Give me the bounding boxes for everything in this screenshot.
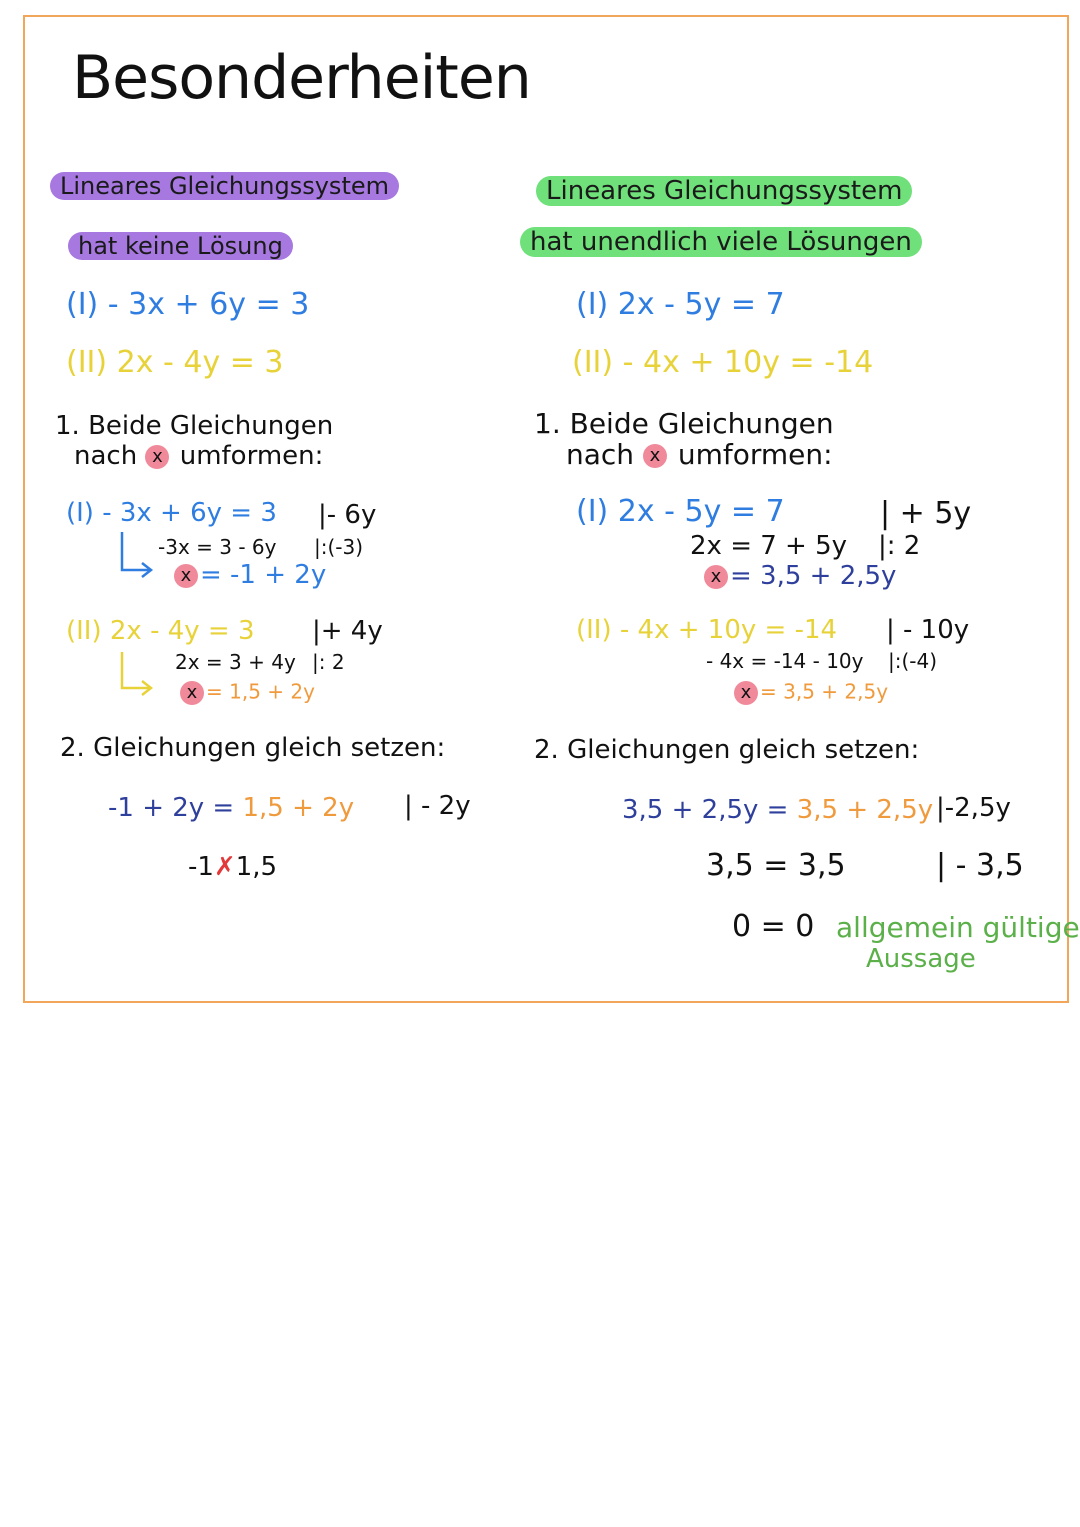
right-result-1-value: = 3,5 + 2,5y — [730, 561, 897, 591]
left-heading-line2: hat keine Lösung — [68, 232, 293, 260]
left-transform-eq1: (I) - 3x + 6y = 3 — [66, 498, 277, 528]
right-mid-op: | - 3,5 — [936, 848, 1024, 883]
left-arrow-icon-1 — [116, 530, 160, 580]
right-result-2 — [734, 681, 888, 705]
right-step1-line2 — [566, 438, 833, 471]
page-title: Besonderheiten — [72, 43, 531, 113]
x-variable-marker: x — [145, 445, 169, 469]
right-transform-op1: | + 5y — [880, 496, 972, 531]
left-result-2-value: = 1,5 + 2y — [206, 679, 315, 704]
left-heading-line1: Lineares Gleichungssystem — [50, 172, 399, 200]
x-variable-marker: x — [180, 681, 204, 705]
left-transform-op1: |- 6y — [318, 500, 377, 530]
left-transform-eq2: (II) 2x - 4y = 3 — [66, 616, 255, 646]
right-transform-mid2: - 4x = -14 - 10y — [706, 649, 864, 673]
right-equation-1: (I) 2x - 5y = 7 — [576, 287, 785, 322]
right-result-2-value: = 3,5 + 2,5y — [760, 679, 889, 704]
left-step1-pre: nach — [74, 441, 138, 471]
x-variable-marker: x — [734, 681, 758, 705]
left-result-1 — [174, 562, 326, 588]
left-transform-op1b: |:(-3) — [314, 535, 364, 559]
left-transform-op2b: |: 2 — [312, 650, 345, 674]
right-transform-op2b: |:(-4) — [888, 649, 938, 673]
left-set-equal — [108, 795, 354, 821]
right-set-right: 3,5 + 2,5y — [796, 795, 934, 825]
right-transform-op1b: |: 2 — [878, 531, 921, 561]
left-set-left: -1 + 2y = — [108, 793, 235, 823]
right-transform-mid1: 2x = 7 + 5y — [690, 531, 848, 561]
right-transform-eq2: (II) - 4x + 10y = -14 — [576, 615, 838, 645]
left-equation-2: (II) 2x - 4y = 3 — [66, 345, 284, 380]
left-arrow-icon-2 — [116, 650, 160, 700]
right-equation-2: (II) - 4x + 10y = -14 — [572, 345, 874, 380]
right-mid-eq: 3,5 = 3,5 — [706, 848, 846, 883]
right-result-1 — [704, 563, 896, 589]
left-final-left: -1 — [188, 852, 214, 882]
right-note-line2: Aussage — [866, 944, 976, 974]
left-result-1-value: = -1 + 2y — [200, 560, 327, 590]
left-set-right: 1,5 + 2y — [242, 793, 355, 823]
left-final-right: 1,5 — [235, 852, 278, 882]
x-variable-marker: x — [704, 565, 728, 589]
right-set-left: 3,5 + 2,5y = — [622, 795, 789, 825]
left-step2: 2. Gleichungen gleich setzen: — [60, 733, 446, 763]
x-variable-marker: x — [174, 564, 198, 588]
left-transform-op2: |+ 4y — [312, 616, 383, 646]
left-equation-1: (I) - 3x + 6y = 3 — [66, 287, 310, 322]
right-final: 0 = 0 — [732, 909, 815, 944]
left-step1-post: umformen: — [179, 441, 324, 471]
left-transform-mid1: -3x = 3 - 6y — [158, 535, 277, 559]
left-step1-line2 — [74, 443, 323, 469]
left-step1-line1: 1. Beide Gleichungen — [55, 411, 334, 441]
right-step1-post: umformen: — [677, 438, 833, 471]
right-set-equal — [622, 797, 933, 823]
right-heading-line1: Lineares Gleichungssystem — [536, 176, 912, 206]
right-set-op: |-2,5y — [936, 793, 1011, 823]
right-note-line1: allgemein gültige — [836, 911, 1080, 944]
right-heading-line2: hat unendlich viele Lösungen — [520, 227, 922, 257]
right-transform-op2: | - 10y — [886, 615, 970, 645]
left-transform-mid2: 2x = 3 + 4y — [175, 650, 296, 674]
right-transform-eq1: (I) 2x - 5y = 7 — [576, 494, 785, 529]
left-result-2 — [180, 681, 315, 705]
x-variable-marker: x — [643, 444, 667, 468]
left-final — [188, 854, 277, 880]
right-step2: 2. Gleichungen gleich setzen: — [534, 735, 920, 765]
right-step1-pre: nach — [566, 438, 635, 471]
left-set-op: | - 2y — [404, 791, 471, 821]
not-equal-icon: ✗ — [213, 852, 236, 882]
right-step1-line1: 1. Beide Gleichungen — [534, 407, 834, 440]
